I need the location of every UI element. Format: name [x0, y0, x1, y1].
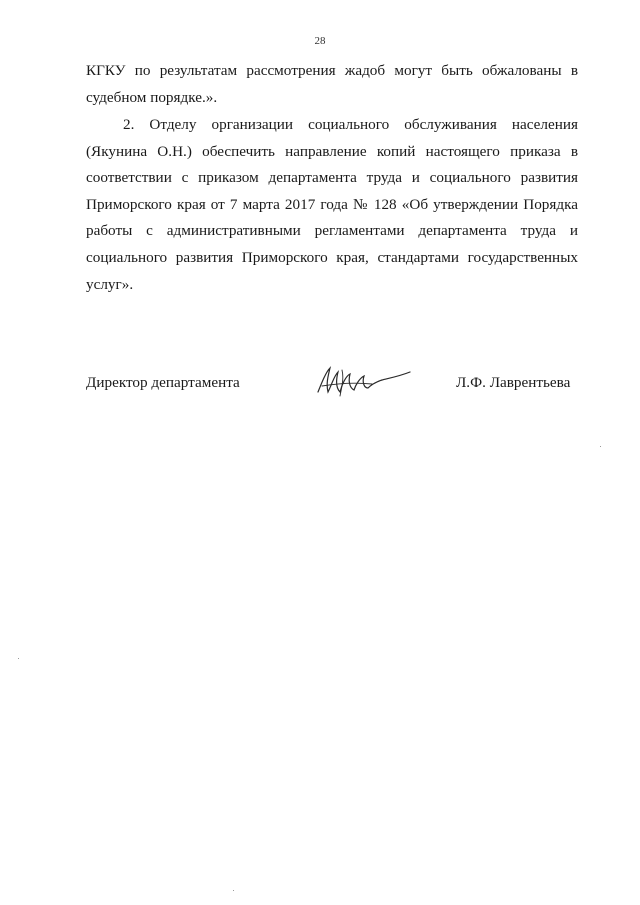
paragraph-2: 2. Отделу организации социального обслуживания населения (Якунина О.Н.) обеспечить направление копий настоящего приказа в соответствии с приказом департамента труда и социального развития Приморского края от 7 марта 2017 года № 128 «Об утверждении Порядка работы с административными регламентами департамента труда и социального развития Приморского края, стандартами государственных услуг». [86, 116, 578, 293]
scan-artifact [18, 658, 19, 659]
scan-artifact [233, 890, 234, 891]
signature-title: Директор департамента [86, 374, 240, 391]
page-number: 28 [314, 35, 326, 47]
signatory-name: Л.Ф. Лаврентьева [456, 374, 571, 391]
scan-artifact [600, 446, 601, 447]
paragraph-1: КГКУ по результатам рассмотрения жадоб могут быть обжалованы в судебном порядке.». [86, 62, 578, 106]
handwritten-signature [312, 362, 414, 402]
